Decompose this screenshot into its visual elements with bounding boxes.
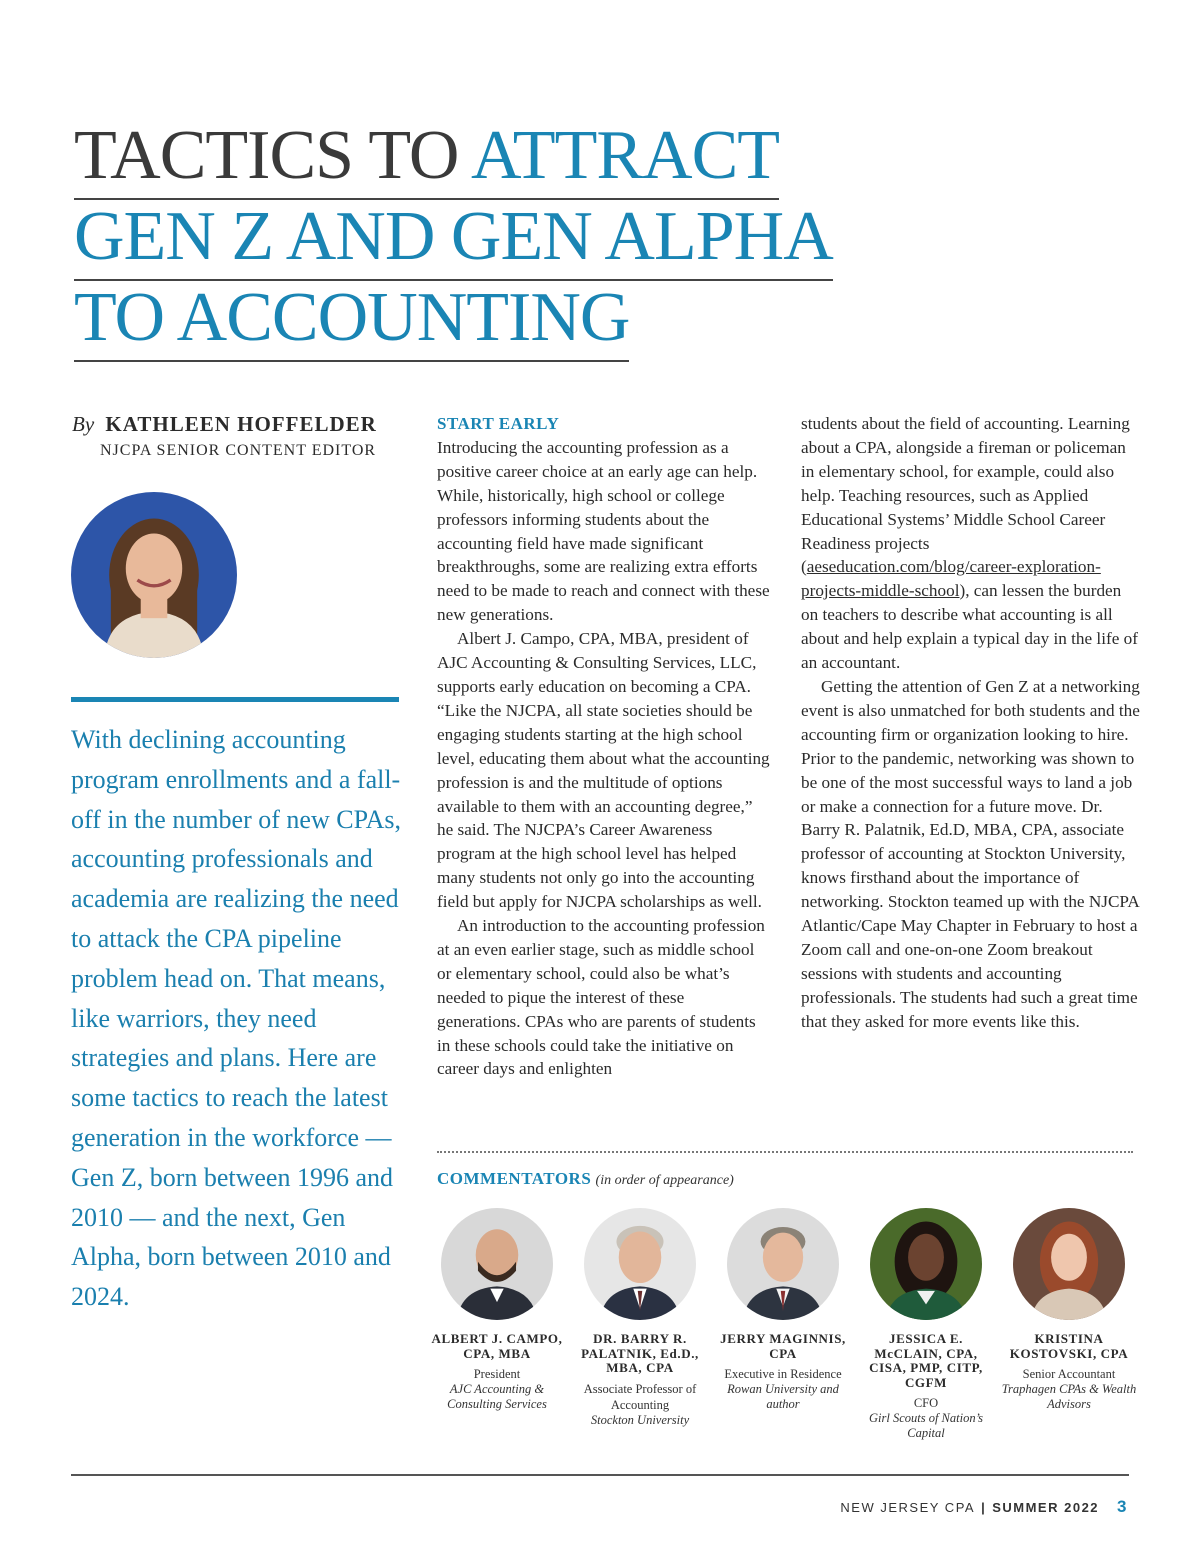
article-paragraph-4 (801, 412, 1141, 675)
portrait-illustration (584, 1208, 696, 1320)
title-blue-part: ATTRACT (471, 117, 780, 194)
byline (72, 412, 377, 437)
portrait-illustration (727, 1208, 839, 1320)
issue-label: SUMMER 2022 (992, 1500, 1100, 1515)
portrait-illustration (441, 1208, 553, 1320)
commentator-name: JERRY MAGINNIS, CPA (720, 1331, 846, 1361)
footer-separator: | (981, 1500, 987, 1515)
commentator-kostovski (999, 1208, 1139, 1412)
paragraph-4-text-b: ), can lessen the burden on teachers to describe what accounting is all about and help explain a typical day in the life of an accountant. (801, 581, 1138, 673)
commentator-photo (1013, 1208, 1125, 1320)
commentator-name: KRISTINA KOSTOVSKI, CPA (1009, 1331, 1129, 1361)
article-paragraph-3: An introduction to the accounting profession at an even earlier stage, such as middle school or elementary school, could also be what’s needed to pique the interest of these generations. CPAs who are parents of students in these schools could take the initiative on career days and enlighten (437, 916, 765, 1079)
page-footer (840, 1497, 1128, 1517)
commentator-org: Girl Scouts of Nation’s Capital (868, 1411, 984, 1440)
commentator-name: ALBERT J. CAMPO, CPA, MBA (431, 1331, 563, 1361)
portrait-illustration (870, 1208, 982, 1320)
commentator-photo (584, 1208, 696, 1320)
author-role: NJCPA SENIOR CONTENT EDITOR (100, 442, 377, 459)
pull-quote: With declining accounting program enrollments and a fall-off in the number of new CPAs, accounting professionals and academia are realizing the need to attack the CPA pipeline problem head on. That means, like warriors, they need strategies and plans. Here are some tactics to reach the latest generation in the workforce — Gen Z, born between 1996 and 2010 — and the next, Gen Alpha, born between 2010 and 2024. (71, 725, 402, 1312)
article-paragraph-5: Getting the attention of Gen Z at a networking event is also unmatched for both students and the accounting firm or organization looking to hire. Prior to the pandemic, networking was shown to be one of the most successful ways to land a job or make a connection for a future move. Dr. Barry R. Palatnik, Ed.D, MBA, CPA, associate professor of accounting at Stockton University, knows firsthand about the importance of networking. Stockton teamed up with the NJCPA Atlantic/Cape May Chapter in February to host a Zoom call and one-on-one Zoom breakout sessions with students and accounting professionals. The students had such a great time that they asked for more events like this. (801, 676, 1140, 1031)
commentator-name: JESSICA E. McCLAIN, CPA, CISA, PMP, CITP, CGFM (869, 1331, 983, 1390)
page-number: 3 (1117, 1497, 1128, 1516)
article-paragraph-2: Albert J. Campo, CPA, MBA, president of AJC Accounting & Consulting Services, LLC, supports early education on becoming a CPA. “Like the NJCPA, all state societies should be engaging students starting at the high school level, educating them about what the accounting profession is and the multitude of options available to them with an accounting degree,” he said. The NJCPA’s Career Awareness program at the high school level has helped many students not only go into the accounting field but apply for NJCPA scholarships as well. (437, 629, 770, 912)
commentator-campo (427, 1208, 567, 1412)
author-photo (71, 492, 237, 658)
byline-by: By (72, 412, 95, 436)
title-line-3: TO ACCOUNTING (74, 280, 629, 362)
commentator-name: DR. BARRY R. PALATNIK, Ed.D., MBA, CPA (581, 1331, 699, 1375)
paragraph-4-text-a: students about the field of accounting. Learning about a CPA, alongside a fireman or policeman in elementary school, for example, could also help. Teaching resources, such as Applied Educational Systems’ Middle School Career Readiness projects ( (801, 414, 1130, 577)
commentator-photo (727, 1208, 839, 1320)
article-paragraph-1: Introducing the accounting profession as a positive career choice at an early age can help. While, historically, high school or college professors informing students about the accounting field have made significant breakthroughs, some are realizing extra efforts need to be made to reach and connect with these new generations. (437, 437, 770, 625)
commentator-org: Rowan University and author (727, 1382, 839, 1411)
commentator-org: Stockton University (590, 1412, 690, 1427)
section-heading: START EARLY (437, 414, 560, 433)
commentator-role: Executive in Residence (724, 1367, 842, 1381)
resource-link[interactable]: aeseducation.com/blog/career-exploration-projects-middle-school (801, 557, 1101, 601)
author-portrait-illustration (71, 492, 237, 658)
footer-rule (71, 1474, 1129, 1476)
article-column-2 (437, 412, 772, 1081)
title-line-1 (74, 118, 779, 200)
commentators-heading (437, 1169, 734, 1189)
title-dark-part: TACTICS TO (74, 117, 472, 194)
commentator-photo (870, 1208, 982, 1320)
section-divider (437, 1151, 1133, 1153)
article-column-3 (801, 412, 1141, 1034)
publication-name: NEW JERSEY CPA (840, 1500, 976, 1515)
commentators-title: COMMENTATORS (437, 1169, 592, 1188)
commentator-role: CFO (913, 1396, 939, 1410)
commentator-org: AJC Accounting & Consulting Services (447, 1382, 547, 1411)
pull-quote-rule (71, 697, 399, 702)
author-name: KATHLEEN HOFFELDER (105, 412, 377, 436)
commentator-role: President (473, 1367, 521, 1381)
commentator-mcclain (856, 1208, 996, 1441)
portrait-illustration (1013, 1208, 1125, 1320)
commentator-org: Traphagen CPAs & Wealth Advisors (1001, 1382, 1137, 1411)
commentators-note: (in order of appearance) (595, 1173, 734, 1188)
commentator-role: Associate Professor of Accounting (583, 1381, 697, 1412)
commentator-photo (441, 1208, 553, 1320)
commentator-maginnis (713, 1208, 853, 1412)
commentator-role: Senior Accountant (1022, 1367, 1116, 1381)
title-line-2: GEN Z AND GEN ALPHA (74, 199, 833, 281)
commentator-palatnik (570, 1208, 710, 1428)
